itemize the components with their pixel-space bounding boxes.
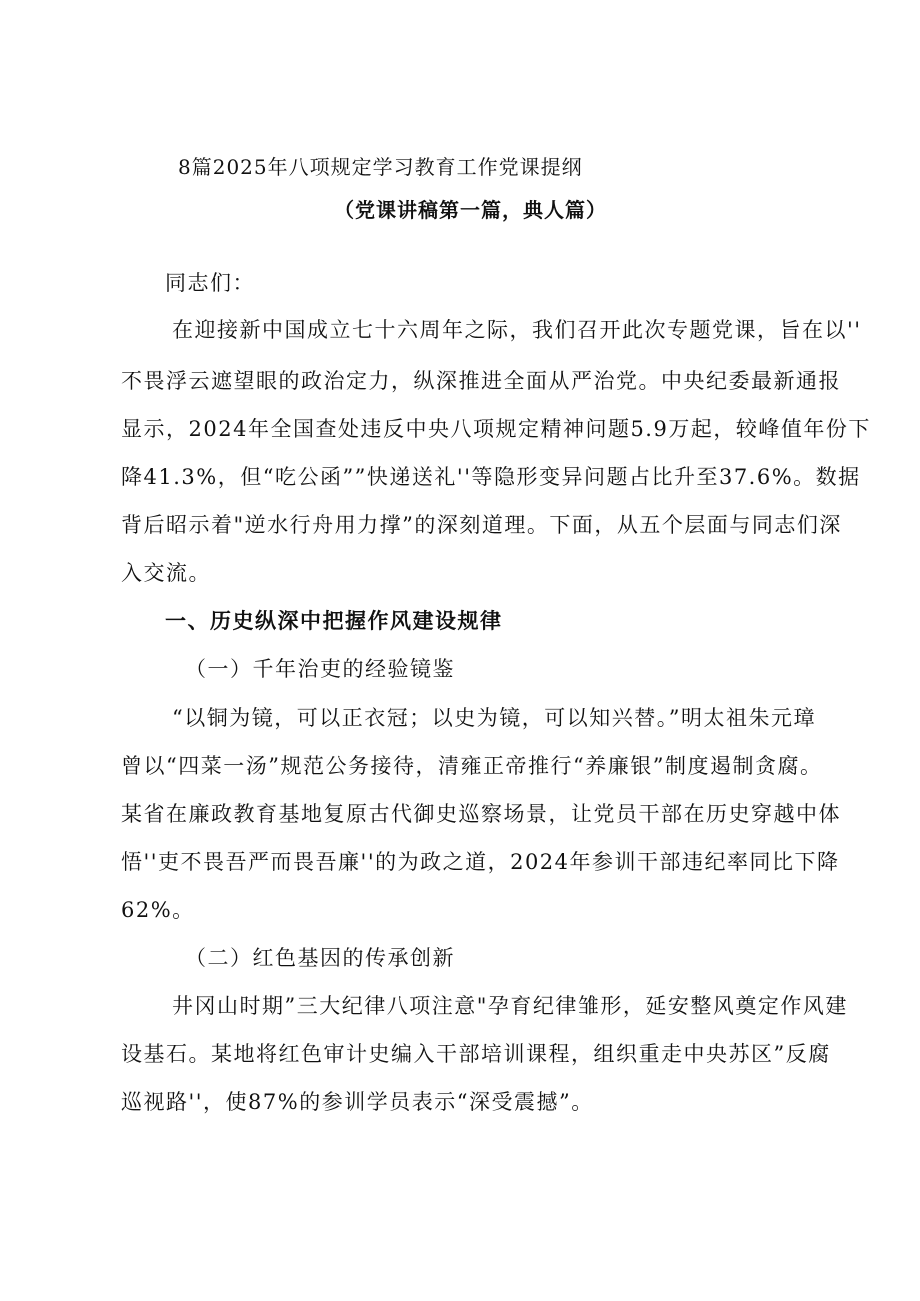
subsection-heading: （二）红色基因的传承创新	[185, 946, 455, 970]
body-line: “以铜为镜，可以正衣冠；以史为镜，可以知兴替。”明太祖朱元璋	[172, 706, 816, 730]
intro-line: 降41.3%，但“吃公函””快递送礼''等隐形变异问题占比升至37.6%。数据	[121, 465, 861, 489]
intro-line: 在迎接新中国成立七十六周年之际，我们召开此次专题党课，旨在以''	[172, 318, 862, 342]
body-line: 曾以“四菜一汤”规范公务接待，清雍正帝推行“养廉银”制度遏制贪腐。	[121, 754, 823, 778]
document-title: 8篇2025年八项规定学习教育工作党课提纲	[178, 155, 583, 179]
greeting: 同志们：	[165, 271, 255, 295]
body-line: 巡视路''，使87%的参训学员表示“深受震撼”。	[121, 1090, 594, 1114]
body-line: 悟''吏不畏吾严而畏吾廉''的为政之道，2024年参训干部违纪率同比下降	[121, 850, 840, 874]
document-subtitle: （党课讲稿第一篇，典人篇）	[334, 198, 607, 222]
body-line: 62%。	[121, 898, 195, 922]
intro-line: 显示，2024年全国查处违反中央八项规定精神问题5.9万起，较峰值年份下	[121, 417, 871, 441]
body-line: 某省在廉政教育基地复原古代御史巡察场景，让党员干部在历史穿越中体	[121, 802, 841, 826]
intro-line: 入交流。	[121, 561, 211, 585]
intro-line: 不畏浮云遮望眼的政治定力，纵深推进全面从严治党。中央纪委最新通报	[121, 369, 841, 393]
body-line: 井冈山时期”三大纪律八项注意"孕育纪律雏形，延安整风奠定作风建	[172, 994, 848, 1018]
body-line: 设基石。某地将红色审计史编入干部培训课程，组织重走中央苏区”反腐	[121, 1042, 831, 1066]
intro-line: 背后昭示着"逆水行舟用力撑”的深刻道理。下面，从五个层面与同志们深	[121, 513, 842, 537]
section-heading: 一、历史纵深中把握作风建设规律	[165, 608, 503, 633]
subsection-heading: （一）千年治吏的经验镜鉴	[185, 657, 455, 681]
